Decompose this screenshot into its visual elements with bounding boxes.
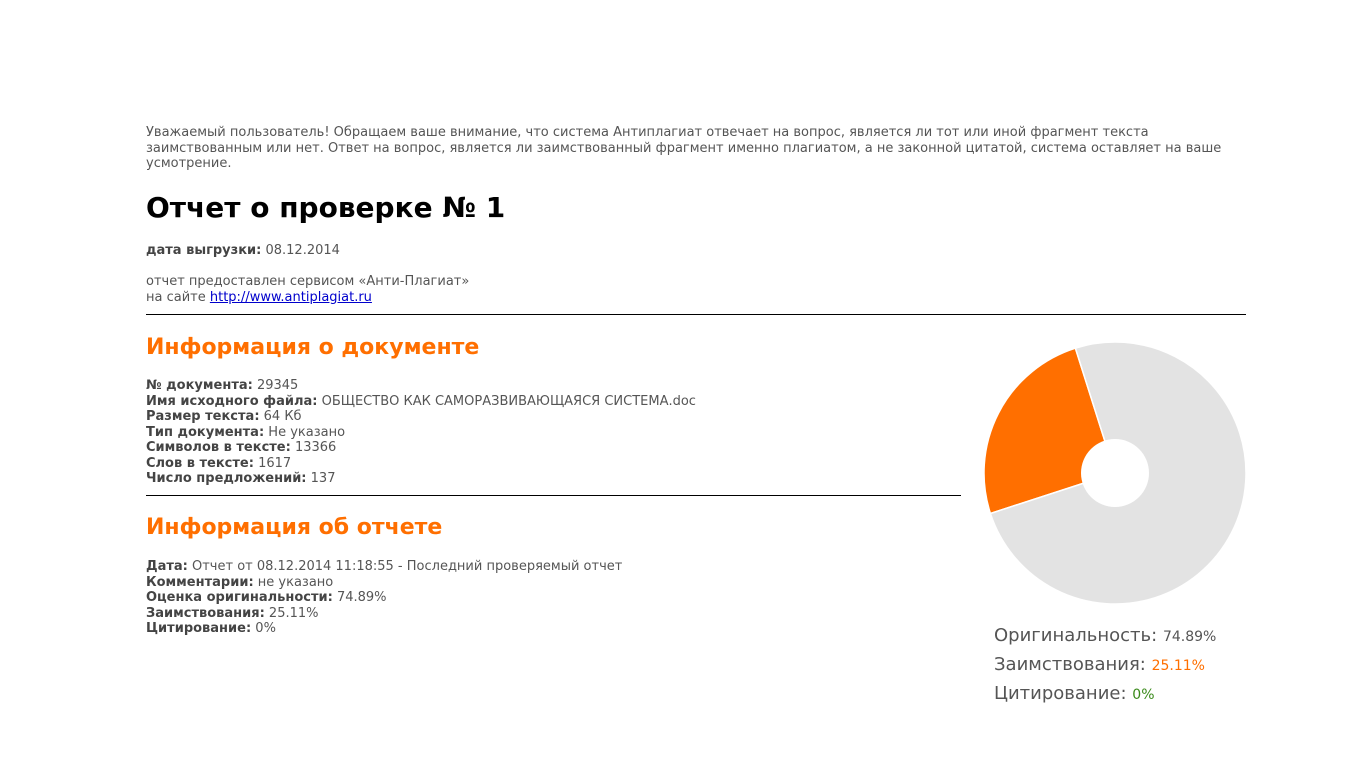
info-row-value: 29345 — [256, 378, 299, 393]
info-row — [146, 621, 622, 637]
info-row-label: Заимствования: — [146, 605, 265, 621]
info-row-value: 64 Кб — [263, 409, 302, 424]
legend-label: Заимствования: — [994, 654, 1146, 675]
info-row-value: не указано — [257, 574, 334, 590]
legend-label: Оригинальность: — [994, 625, 1158, 646]
info-row-value: 74.89% — [336, 590, 387, 605]
info-row — [146, 590, 622, 606]
info-row-value: 1617 — [258, 455, 292, 471]
report-info-heading: Информация об отчете — [146, 515, 443, 540]
legend-label: Цитирование: — [994, 683, 1127, 704]
info-row-label: Слов в тексте: — [146, 455, 254, 471]
info-row — [146, 456, 696, 472]
info-row-value: 25.11% — [268, 605, 319, 621]
info-row — [146, 440, 696, 456]
info-row-label: Символов в тексте: — [146, 440, 291, 455]
info-row-value: 13366 — [294, 440, 337, 455]
provider-info — [146, 274, 469, 305]
info-row-label: № документа: — [146, 378, 253, 393]
info-row-value: Не указано — [268, 424, 346, 440]
info-row-label: Оценка оригинальности: — [146, 590, 333, 605]
doc-info-heading: Информация о документе — [146, 335, 480, 360]
legend-item — [994, 680, 1216, 709]
info-row — [146, 575, 622, 591]
report-info-list — [146, 559, 622, 637]
info-row — [146, 559, 622, 575]
info-row — [146, 471, 696, 487]
provider-site-prefix: на сайте — [146, 289, 206, 305]
info-row-value: 0% — [255, 621, 276, 636]
donut-hole — [1081, 439, 1149, 507]
info-row — [146, 378, 696, 394]
legend-item — [994, 622, 1216, 651]
info-row-label: Число предложений: — [146, 471, 307, 486]
info-row-label: Размер текста: — [146, 409, 260, 424]
legend-value: 25.11% — [1151, 658, 1205, 674]
info-row — [146, 409, 696, 425]
provider-line: отчет предоставлен сервисом «Анти-Плагиат» — [146, 274, 470, 289]
info-row-label: Дата: — [146, 559, 188, 574]
info-row-label: Комментарии: — [146, 574, 254, 590]
info-row-value: Отчет от 08.12.2014 11:18:55 - Последний проверяемый отчет — [192, 559, 623, 574]
doc-info-list — [146, 378, 696, 487]
chart-legend — [994, 622, 1216, 709]
info-row-label: Цитирование: — [146, 621, 252, 636]
page-title: Отчет о проверке № 1 — [146, 191, 506, 224]
antiplagiat-link[interactable]: http://www.antiplagiat.ru — [209, 289, 372, 305]
header-divider — [146, 314, 1246, 315]
info-row-label: Тип документа: — [146, 424, 265, 440]
info-row — [146, 394, 696, 410]
info-row-value: ОБЩЕСТВО КАК САМОРАЗВИВАЮЩАЯСЯ СИСТЕМА.doc — [321, 393, 696, 409]
export-date-label: дата выгрузки: — [146, 243, 262, 258]
export-date — [146, 243, 340, 259]
notice-text: Уважаемый пользователь! Обращаем ваше внимание, что система Антиплагиат отвечает на вопрос, является ли тот или иной фрагмент текста заимствованным или нет. Ответ на вопрос, является ли заимствованный фрагмент именно плагиатом, а не законной цитатой, система оставляет на ваше усмотрение. — [146, 125, 1222, 171]
legend-item — [994, 651, 1216, 680]
section-divider — [146, 495, 961, 496]
legend-value: 74.89% — [1162, 629, 1217, 645]
legend-value: 0% — [1132, 687, 1155, 703]
info-row — [146, 606, 622, 622]
originality-donut-chart — [980, 335, 1250, 605]
export-date-value: 08.12.2014 — [265, 243, 340, 258]
info-row-value: 137 — [310, 471, 336, 486]
provider-site-line — [146, 290, 469, 306]
info-row — [146, 425, 696, 441]
info-row-label: Имя исходного файла: — [146, 393, 318, 409]
